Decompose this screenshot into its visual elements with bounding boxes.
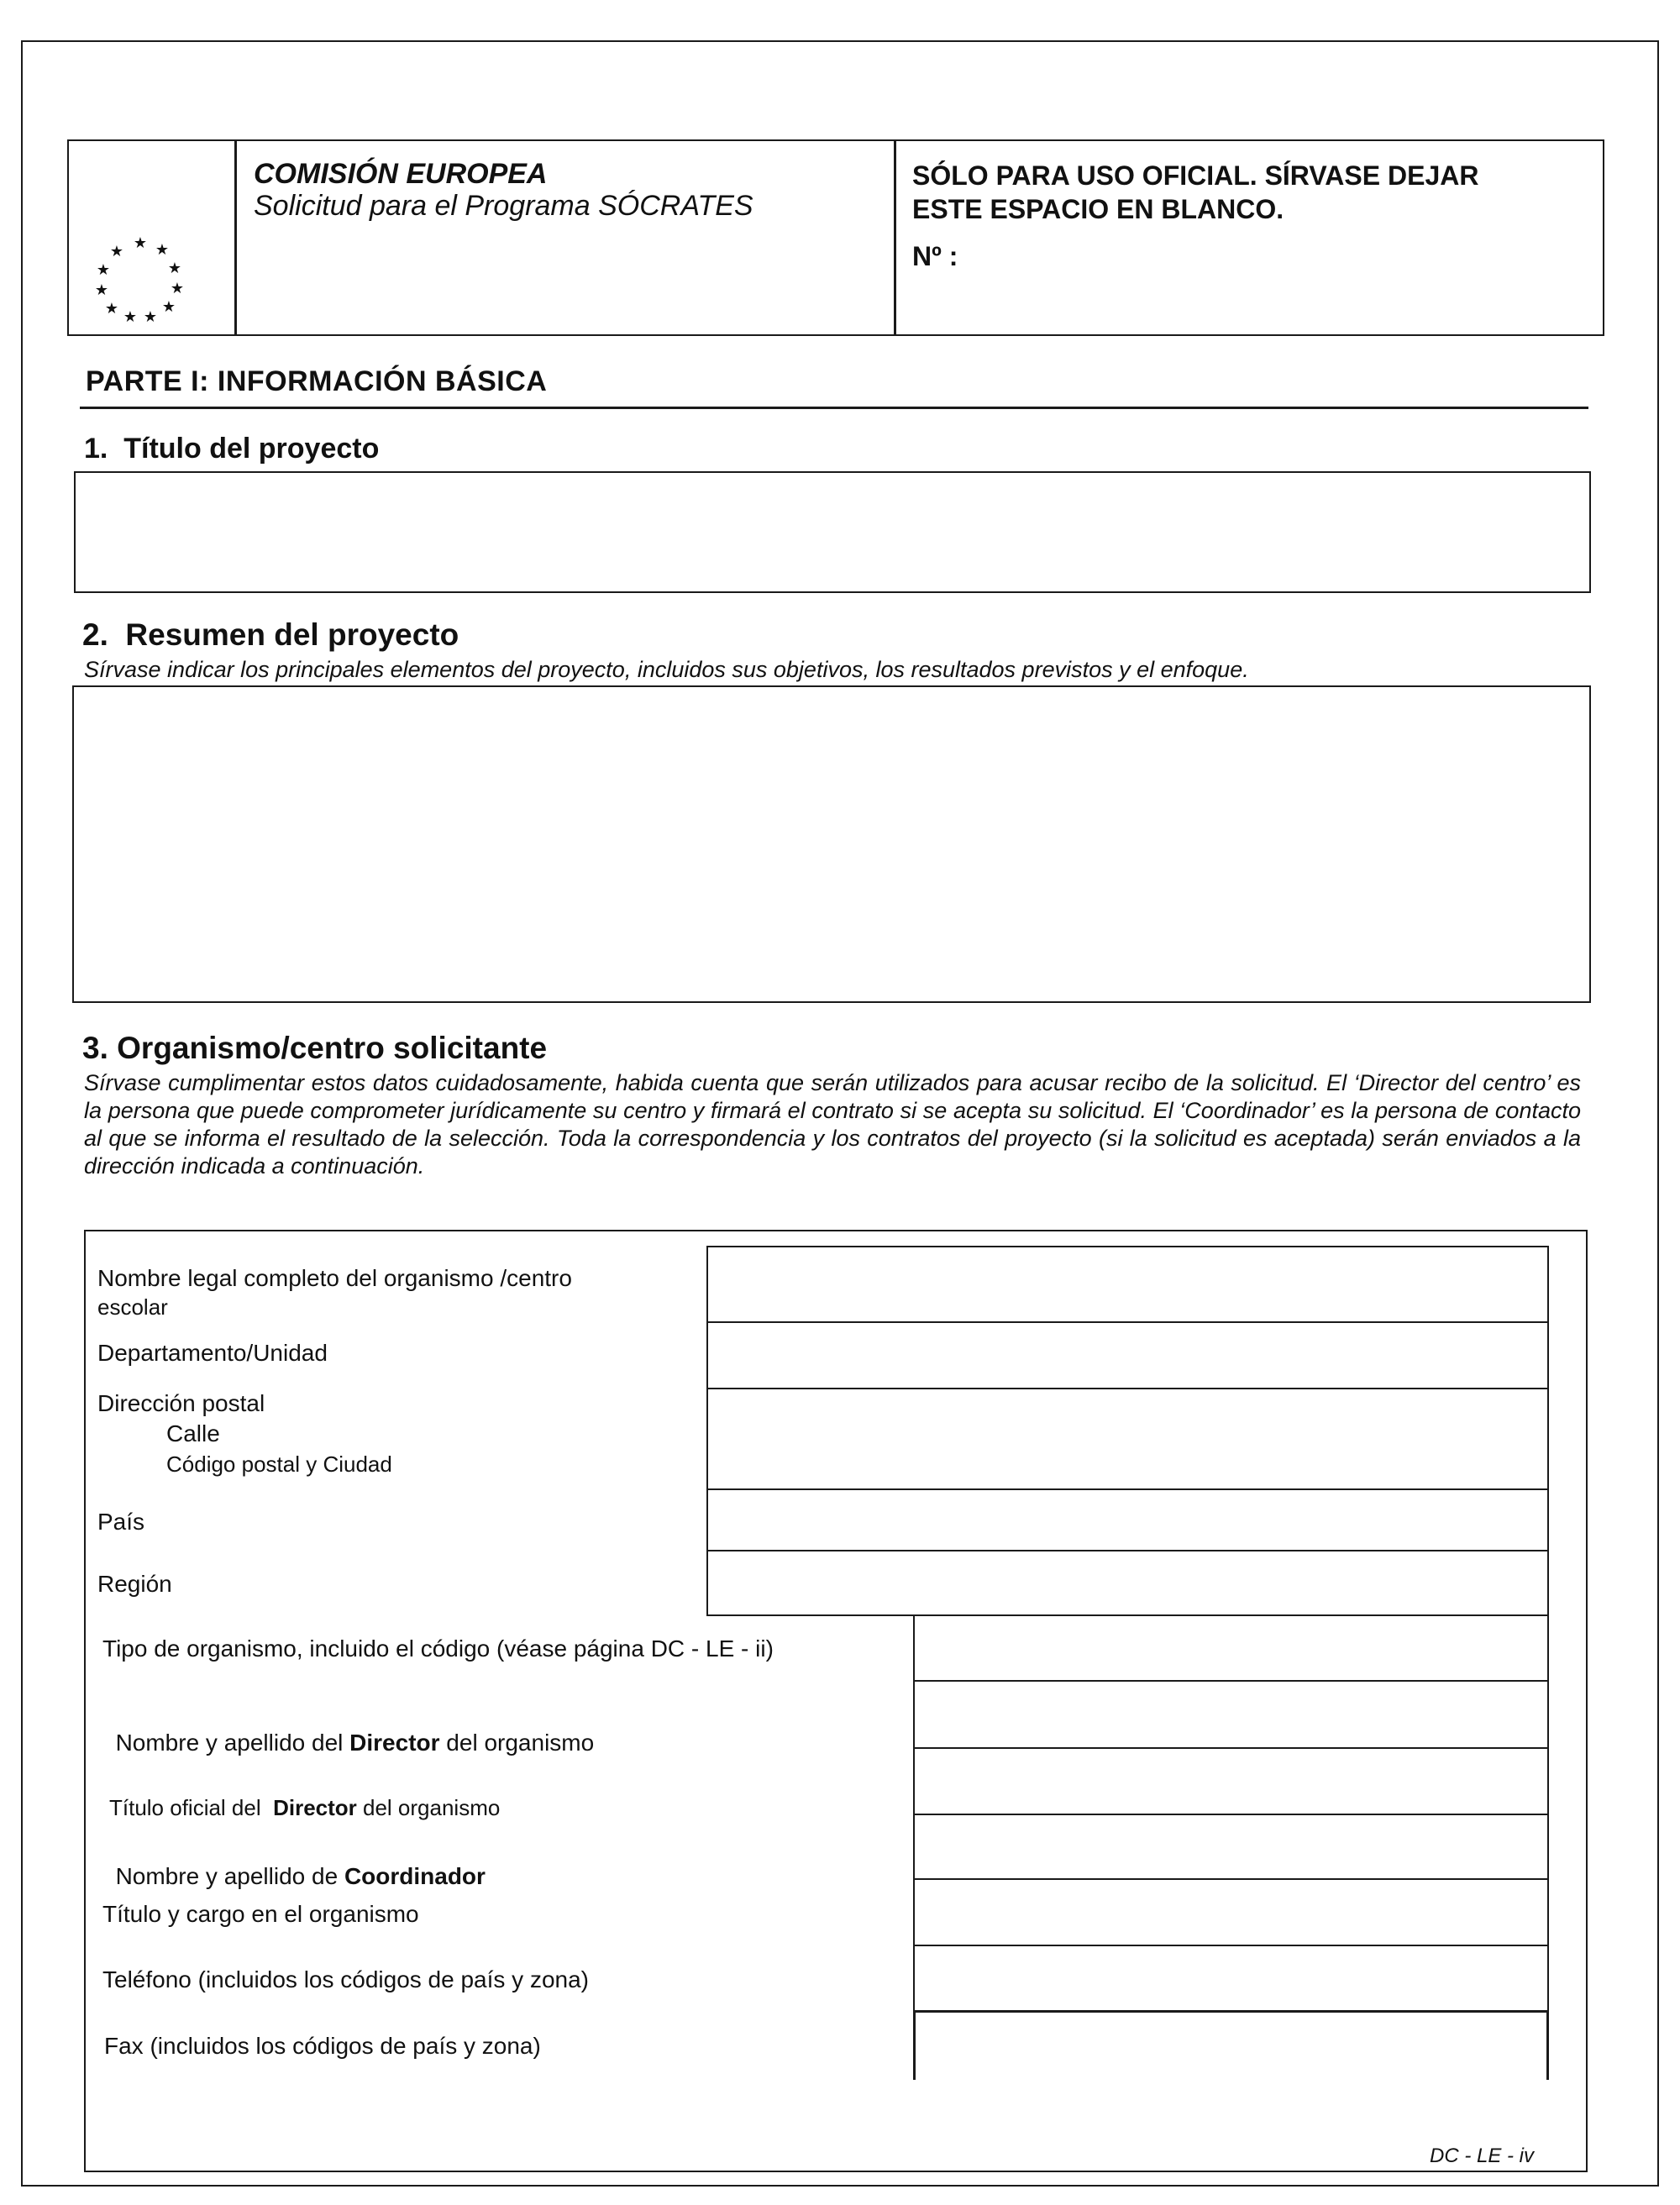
director-title-label-pre: Título oficial del [108, 1795, 274, 1820]
official-use-line2: ESTE ESPACIO EN BLANCO. [912, 194, 1284, 224]
department-label: Departamento/Unidad [97, 1340, 328, 1366]
director-name-field[interactable] [913, 1680, 1549, 1749]
coordinator-title-label: Título y cargo en el organismo [102, 1901, 419, 1927]
project-title-field[interactable] [74, 471, 1591, 593]
coordinator-name-field[interactable] [913, 1814, 1549, 1880]
coordinator-name-label-bold: Coordinador [344, 1863, 486, 1889]
street-label: Calle [166, 1420, 220, 1446]
director-title-label [97, 1767, 500, 1821]
region-field[interactable] [706, 1550, 1549, 1616]
director-title-field[interactable] [913, 1747, 1549, 1815]
org-type-label: Tipo de organismo, incluido el código (véase página DC - LE - ii) [102, 1635, 774, 1662]
header-divider-2 [894, 139, 896, 336]
director-name-label-bold: Director [349, 1730, 440, 1756]
director-name-label [102, 1700, 594, 1757]
address-label: Dirección postal [97, 1390, 265, 1416]
fax-field-right [1546, 2010, 1549, 2080]
country-field[interactable] [706, 1488, 1549, 1551]
legal-name-field[interactable] [706, 1246, 1549, 1323]
program-name: Solicitud para el Programa SÓCRATES [254, 190, 753, 222]
coordinator-name-label [102, 1834, 486, 1891]
page-code: DC - LE - iv [1430, 2145, 1535, 2167]
project-summary-field[interactable] [72, 685, 1591, 1003]
phone-field[interactable] [913, 1945, 1549, 2012]
director-name-label-post: del organismo [439, 1730, 595, 1756]
org-name: COMISIÓN EUROPEA [254, 158, 548, 190]
number-label: Nº : [912, 241, 958, 271]
section2-instructions: Sírvase indicar los principales elementos del proyecto, incluidos sus objetivos, los resultados previstos y el enfoque. [84, 657, 1249, 682]
coordinator-title-field[interactable] [913, 1878, 1549, 1946]
director-title-label-post: del organismo [356, 1795, 501, 1820]
header-divider-1 [234, 139, 237, 336]
org-type-field[interactable] [913, 1614, 1549, 1682]
section3-instructions: Sírvase cumplimentar estos datos cuidadosamente, habida cuenta que serán utilizados para acusar recibo de la solicitud. El ‘Director del centro’ es la persona que puede comprometer jurídicamente su centro y firmará el contrato si se acepta su solicitud. El ‘Coordinador’ es la persona de contacto al que se informa el resultado de la selección. Toda la correspondencia y los contratos del proyecto (si la solicitud es aceptada) serán enviados a la dirección indicada a continuación. [84, 1070, 1581, 1179]
coordinator-name-label-pre: Nombre y apellido de [115, 1863, 344, 1889]
fax-field[interactable] [916, 2013, 1546, 2080]
section2-title: 2. Resumen del proyecto [82, 617, 459, 652]
legal-name-label-cont: escolar [97, 1294, 168, 1320]
part-title: PARTE I: INFORMACIÓN BÁSICA [86, 365, 548, 397]
official-use-line1: SÓLO PARA USO OFICIAL. SÍRVASE DEJAR [912, 160, 1479, 191]
legal-name-label: Nombre legal completo del organismo /centro [97, 1265, 572, 1291]
phone-label: Teléfono (incluidos los códigos de país y zona) [102, 1966, 590, 1992]
country-label: País [97, 1509, 145, 1535]
department-field[interactable] [706, 1321, 1549, 1389]
postcode-city-label: Código postal y Ciudad [166, 1452, 392, 1477]
eu-stars-icon: ★ ★ ★ ★ ★ ★ ★ ★ ★ ★ ★ [94, 234, 185, 325]
part-rule [80, 407, 1588, 409]
section1-title: 1. Título del proyecto [84, 433, 380, 465]
address-field[interactable] [706, 1388, 1549, 1490]
fax-label: Fax (incluidos los códigos de país y zona) [104, 2033, 541, 2059]
section3-title: 3. Organismo/centro solicitante [82, 1031, 548, 1065]
director-name-label-pre: Nombre y apellido del [115, 1730, 350, 1756]
director-title-label-bold: Director [273, 1795, 357, 1820]
region-label: Región [97, 1571, 172, 1597]
